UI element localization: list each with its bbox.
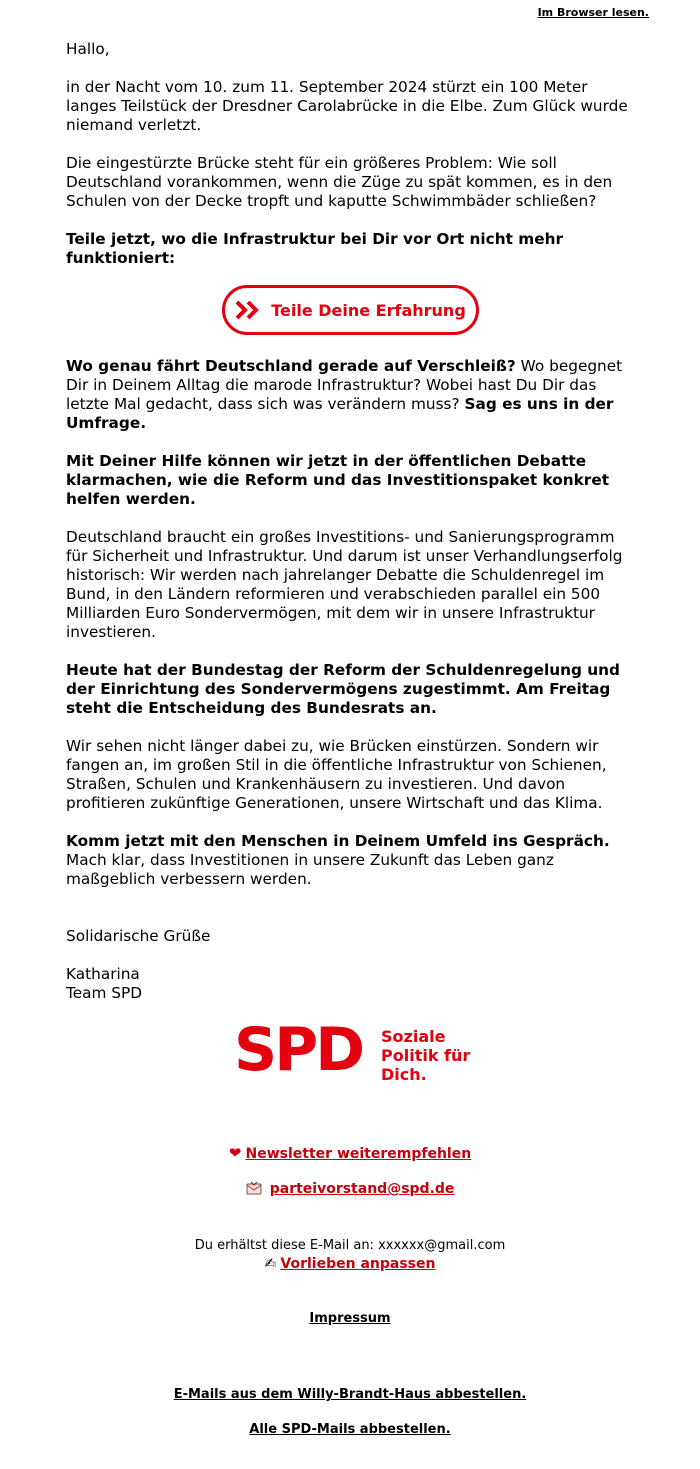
email-row [0,1181,700,1199]
recipient-text: Du erhältst diese E-Mail an: xxxxxx@gmail.com [194,1238,506,1253]
paragraph-survey: Wo genau fährt Deutschland gerade auf Verschleiß? Wo begegnet Dir in Deinem Alltag die marode Infrastruktur? Wobei hast Du Dir das letzte Mal gedacht, dass sich was verändern muss? Sag es uns in der Umfrage. [66,357,623,432]
spd-tagline [381,1027,470,1084]
paragraph-share-prompt: Teile jetzt, wo die Infrastruktur bei Dir vor Ort nicht mehr funktioniert: [66,230,564,267]
paragraph-help: Mit Deiner Hilfe können wir jetzt in der öffentlichen Debatte klarmachen, wie die Reform und das Investitionspaket konkret helfen werden. [66,452,610,508]
share-experience-button[interactable] [222,285,479,335]
survey-link-text: Sag es uns in der Umfrage. [66,395,614,432]
tagline-line-3: Dich. [381,1065,427,1084]
greeting: Hallo, [66,40,110,58]
unsubscribe-all-row [0,1422,700,1437]
closing: Solidarische Grüße [66,927,211,945]
unsubscribe-wbh-row [0,1387,700,1402]
share-experience-label: Teile Deine Erfahrung [271,300,466,320]
recipient-info [0,1238,700,1272]
email-body [66,40,638,268]
recommend-row [0,1144,700,1162]
unsubscribe-all-link[interactable]: Alle SPD-Mails abbestellen. [249,1422,451,1437]
signature-team: Team SPD [66,984,143,1002]
paragraph-conversation: Komm jetzt mit den Menschen in Deinem Umfeld ins Gespräch. Mach klar, dass Investitionen in unsere Zukunft das Leben ganz maßgeblich verbessern werden. [66,832,610,888]
read-in-browser-link[interactable]: Im Browser lesen. [537,6,649,19]
paragraph-problem: Die eingestürzte Brücke steht für ein größeres Problem: Wie soll Deutschland vorankommen, wenn die Züge zu spät kommen, es in den Schulen von der Decke tropft und kaputte Schwimmbäder schließen? [66,154,613,210]
impressum-row [0,1311,700,1326]
double-chevron-icon [235,300,261,320]
recommend-newsletter-link[interactable]: Newsletter weiterempfehlen [245,1146,472,1162]
writing-hand-icon: ✍ [264,1256,277,1272]
signature-name: Katharina [66,965,140,983]
tagline-line-1: Soziale [381,1027,446,1046]
paragraph-bridge: in der Nacht vom 10. zum 11. September 2024 stürzt ein 100 Meter langes Teilstück der Dresdner Carolabrücke in die Elbe. Zum Glück wurde niemand verletzt. [66,78,628,134]
tagline-line-2: Politik für [381,1046,471,1065]
unsubscribe-wbh-link[interactable]: E-Mails aus dem Willy-Brandt-Haus abbestellen. [173,1387,527,1402]
paragraph-investment: Deutschland braucht ein großes Investitions- und Sanierungsprogramm für Sicherheit und Infrastruktur. Und darum ist unser Verhandlungserfolg historisch: Wir werden nach jahrelanger Debatte die Schuldenregel im Bund, in den Ländern reformieren und verabschieden parallel ein 500 Milliarden Euro Sondervermögen, mit dem wir in unsere Infrastruktur investieren. [66,528,623,641]
envelope-icon [246,1181,262,1199]
paragraph-bridges: Wir sehen nicht länger dabei zu, wie Brücken einstürzen. Sondern wir fangen an, im großen Stil in die öffentliche Infrastruktur von Schienen, Straßen, Schulen und Krankenhäusern zu investieren. Und davon profitieren zukünftige Generationen, unsere Wirtschaft und das Klima. [66,737,607,812]
email-body-continued [66,357,638,1003]
preferences-link[interactable]: Vorlieben anpassen [280,1256,436,1272]
heart-icon: ❤ [228,1144,242,1162]
spd-wordmark: SPD [234,1015,362,1085]
email-contact-link[interactable]: parteivorstand@spd.de [269,1181,455,1197]
paragraph-bundestag: Heute hat der Bundestag der Reform der Schuldenregelung und der Einrichtung des Sondervermögens zugestimmt. Am Freitag steht die Entscheidung des Bundesrats an. [66,661,621,717]
spd-logo [234,1015,474,1085]
impressum-link[interactable]: Impressum [309,1311,391,1326]
cta-container [222,285,479,335]
